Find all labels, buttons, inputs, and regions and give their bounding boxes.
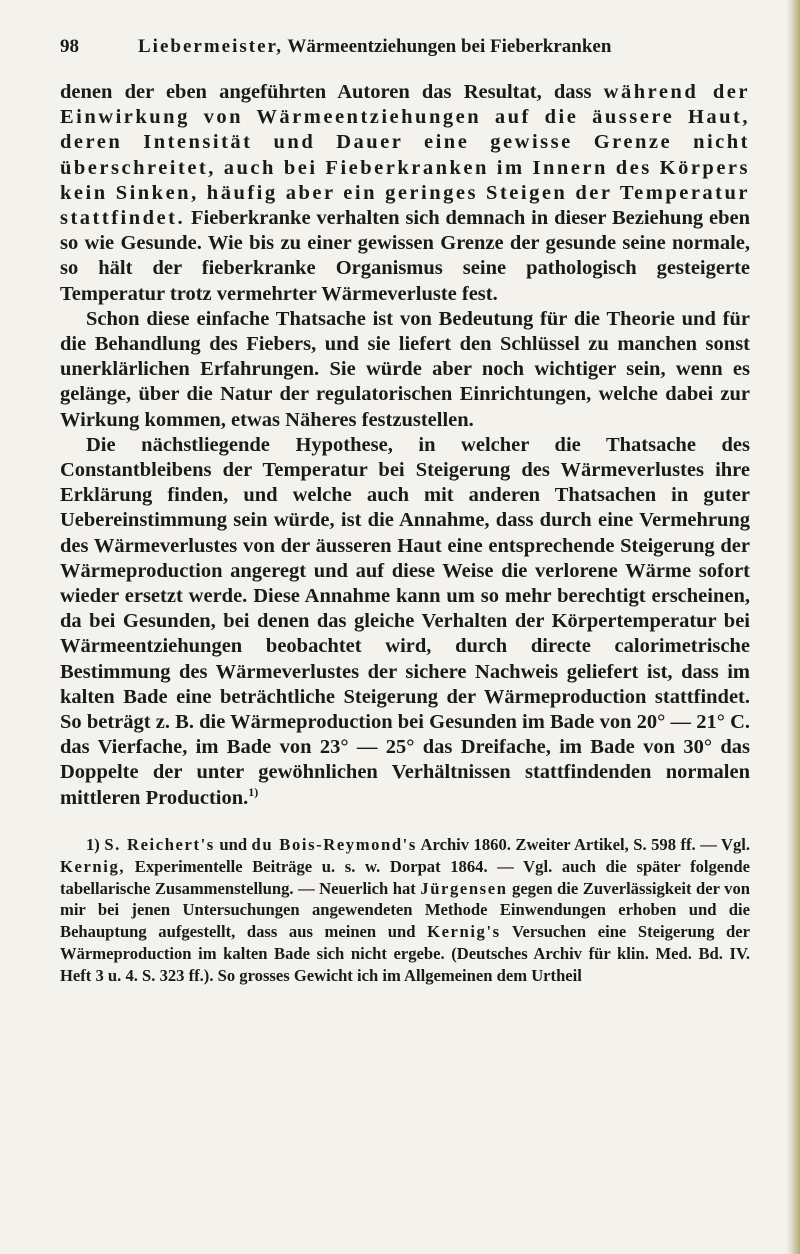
footnote-name-kernig-2: Kernig's bbox=[427, 922, 501, 942]
paragraph-3 bbox=[60, 433, 750, 811]
page-number: 98 bbox=[60, 36, 79, 57]
footnote-marker: 1) bbox=[86, 835, 100, 854]
footnote-text-4: gegen die Zuverlässigkeit der von mir bei jenen Untersuchungen angewendeten Methode Einwendungen erhoben und die Behauptung aufgestellt, dass aus meinen und bbox=[60, 878, 750, 942]
header-author: Liebermeister, bbox=[138, 36, 283, 57]
body-text bbox=[60, 80, 750, 811]
paragraph-1-start: denen der eben angeführten Autoren das Resultat, dass bbox=[60, 81, 604, 103]
footnote-text-1: und bbox=[214, 835, 252, 854]
footnote bbox=[60, 834, 750, 987]
footnote-text-5: Versuchen eine Steigerung der Wärmeproduction im kalten Bade sich nicht ergebe. (Deutsches Archiv für klin. Med. Bd. IV. Heft 3 u. 4. S. 323 ff.). So grosses Gewicht ich im Allgemeinen dem Urtheil bbox=[60, 922, 750, 985]
page-edge bbox=[786, 0, 800, 1254]
footnote-text-2: Archiv 1860. Zweiter Artikel, S. 598 ff. — Vgl. bbox=[416, 835, 751, 854]
footnote-reference: 1) bbox=[248, 784, 259, 799]
footnote-name-kernig: Kernig, bbox=[60, 856, 126, 876]
paragraph-2: Schon diese einfache Thatsache ist von Bedeutung für die Theorie und für die Behandlung des Fiebers, und sie liefert den Schlüssel zu manchen sonst unerklärlichen Erfahrungen. Sie würde aber noch wichtiger sein, wenn es gelänge, über die Natur der regulatorischen Einrichtungen, welche dabei zur Wirkung kommen, etwas Näheres festzustellen. bbox=[60, 307, 750, 431]
footnote-text-3: Experimentelle Beiträge u. s. w. Dorpat 1864. — Vgl. auch die später folgende tabellarische Zusammenstellung. — Neuerlich hat bbox=[60, 856, 750, 898]
header-title: Wärmeentziehungen bei Fieberkranken bbox=[287, 36, 612, 57]
paragraph-1 bbox=[60, 80, 750, 307]
paragraph-1-emphasis: während der Einwirkung von Wärmeentziehungen auf die äussere Haut, deren Intensität und Dauer eine gewisse Grenze nicht überschreitet, auch bei Fieberkranken im Innern des Körpers kein Sinken, häufig aber ein geringes Steigen der Temperatur stattfindet. bbox=[60, 81, 750, 230]
running-header bbox=[60, 36, 750, 66]
footnote-name-du-bois-reymond: du Bois-Reymond's bbox=[251, 835, 417, 854]
paragraph-1-end: Fieberkranke verhalten sich demnach in dieser Beziehung eben so wie Gesunde. Wie bis zu einer gewissen Grenze der gesunde seine normale, so hält der fieberkranke Organismus seine pathologisch gesteigerte Temperatur trotz vermehrter Wärmeverluste fest. bbox=[60, 207, 750, 305]
footnote-name-juergensen: Jürgensen bbox=[420, 878, 508, 898]
footnote-name-reichert: S. Reichert's bbox=[104, 835, 215, 854]
paragraph-3-text: Die nächstliegende Hypothese, in welcher die Thatsache des Constantbleibens der Temperatur bei Steigerung des Wärmeverlustes ihre Erklärung finden, und welche auch mit anderen Thatsachen in guter Uebereinstimmung sein würde, ist die Annahme, dass durch eine Vermehrung des Wärmeverlustes von der äusseren Haut eine entsprechende Steigerung der Wärmeproduction angeregt und auf diese Weise die verlorene Wärme sofort wieder ersetzt werde. Diese Annahme kann um so mehr berechtigt erscheinen, da bei Gesunden, bei denen das gleiche Verhalten der Körpertemperatur bei Wärmeentziehungen beobachtet wird, durch directe calorimetrische Bestimmung des Wärmeverlustes der sichere Nachweis geliefert ist, dass im kalten Bade eine beträchtliche Steigerung der Wärmeproduction stattfindet. So beträgt z. B. die Wärmeproduction bei Gesunden im Bade von 20° — 21° C. das Vierfache, im Bade von 23° — 25° das Dreifache, im Bade von 30° das Doppelte der unter gewöhnlichen Verhältnissen stattfindenden normalen mittleren Production. bbox=[60, 433, 750, 809]
